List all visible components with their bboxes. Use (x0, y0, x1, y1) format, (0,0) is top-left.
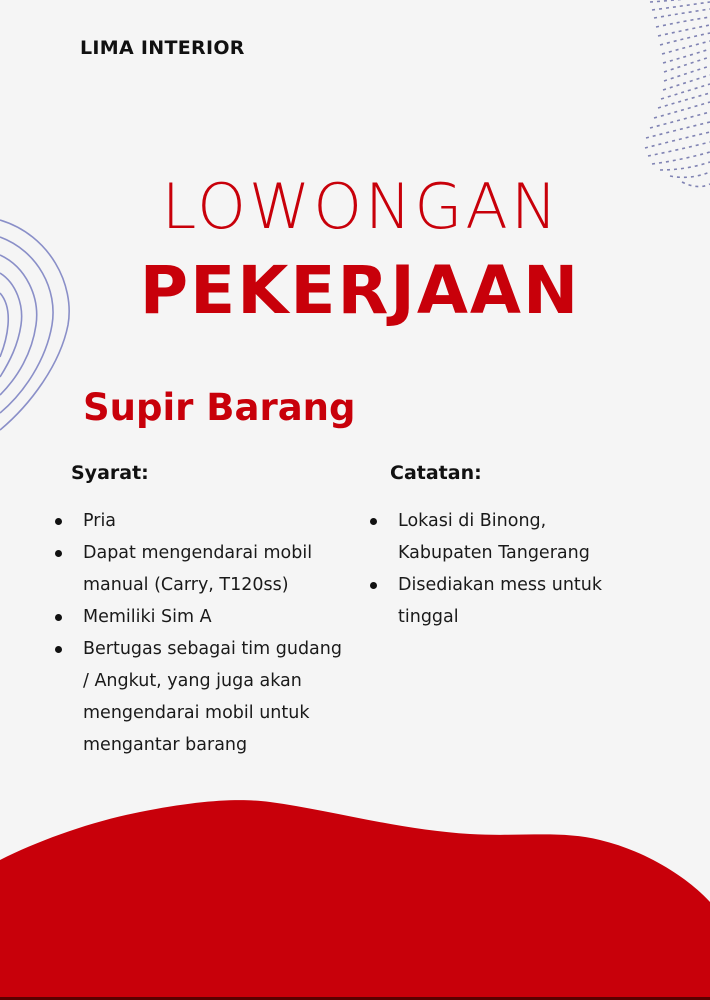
list-item: Lokasi di Binong, Kabupaten Tangerang (368, 505, 628, 569)
requirements-heading: Syarat: (71, 462, 149, 484)
headline-line1: LOWONGAN (161, 170, 561, 243)
list-item: Disediakan mess untuk tinggal (368, 569, 628, 633)
notes-heading: Catatan: (390, 462, 482, 484)
job-title: Supir Barang (83, 386, 356, 429)
red-wave-shape (0, 790, 710, 1000)
brand-name: LIMA INTERIOR (80, 37, 245, 59)
list-item: Memiliki Sim A (53, 601, 353, 633)
list-item: Dapat mengendarai mobil manual (Carry, T120ss) (53, 537, 353, 601)
headline-line2: PEKERJAAN (139, 252, 581, 329)
requirements-list (53, 505, 353, 761)
list-item: Pria (53, 505, 353, 537)
list-item: Bertugas sebagai tim gudang / Angkut, yang juga akan mengendarai mobil untuk mengantar barang (53, 633, 353, 761)
notes-list (368, 505, 628, 633)
